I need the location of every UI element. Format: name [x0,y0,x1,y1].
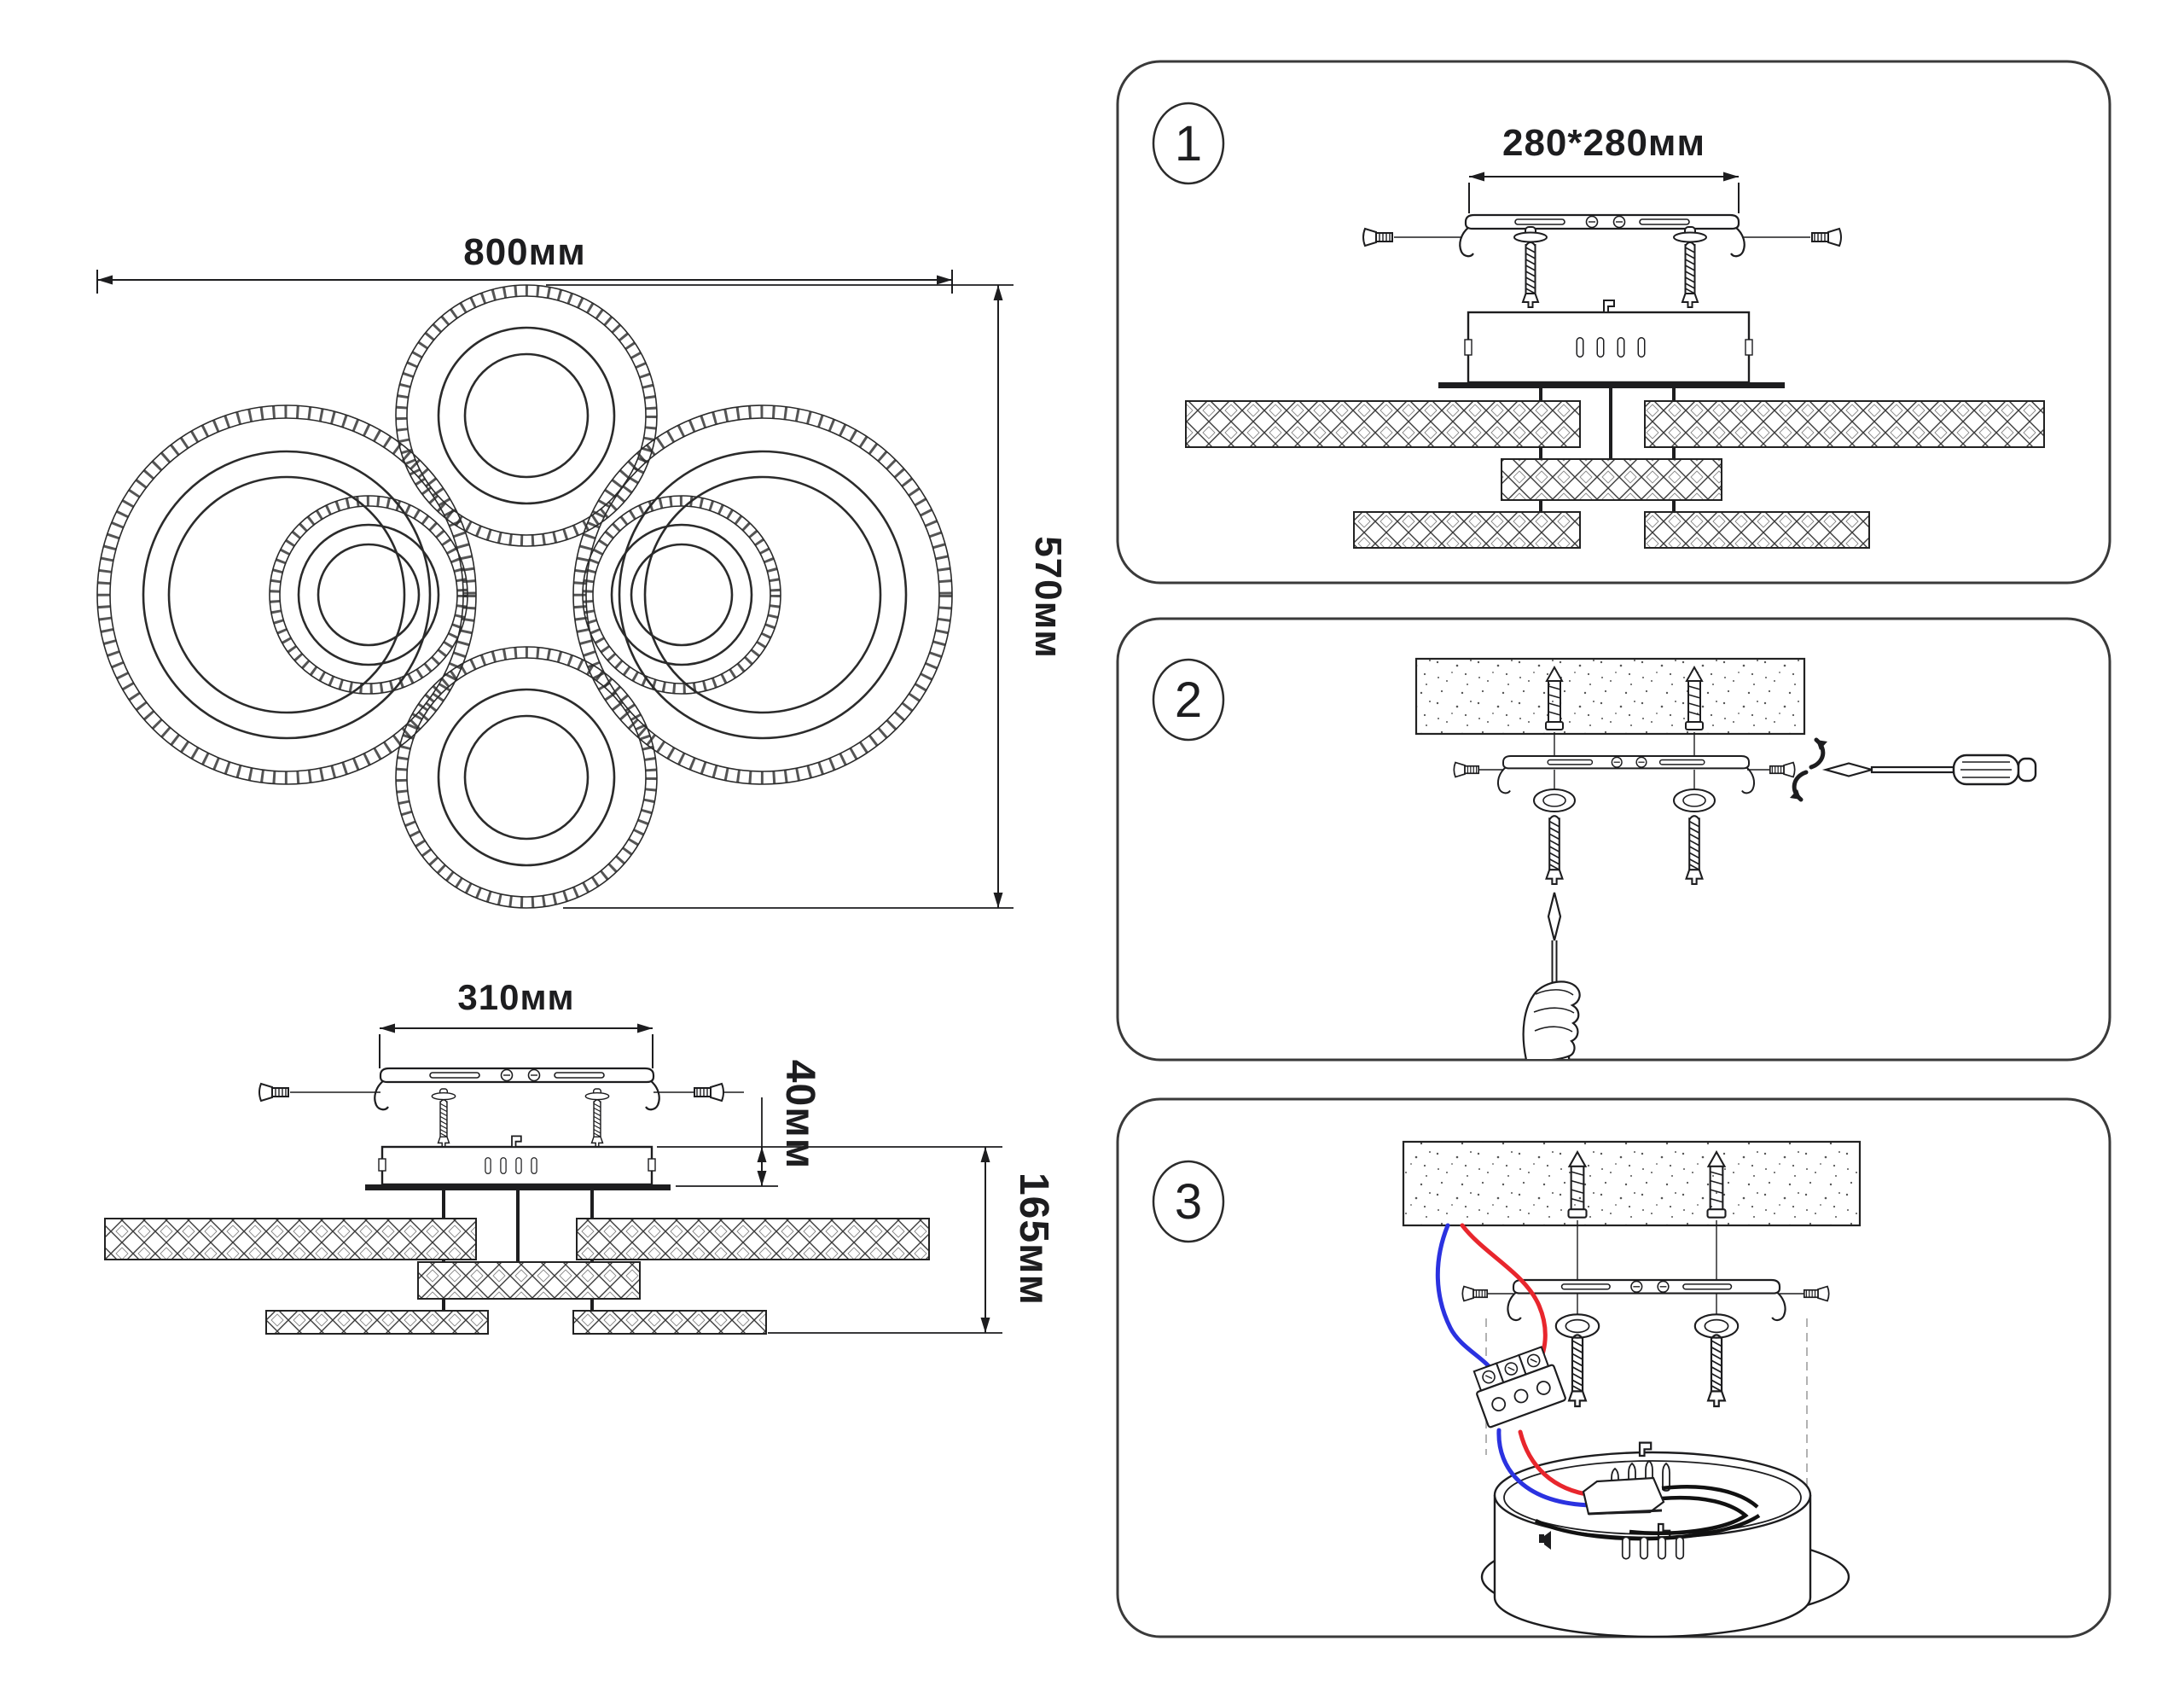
dimension-width-310 [380,1028,653,1068]
top-view-width-label: 800мм [463,231,586,273]
light-ring-right [573,405,952,784]
canopy-box [1465,300,1752,382]
canopy-height-label: 40мм [777,1059,822,1170]
base-plate [1438,382,1785,388]
step-number: 3 [1174,1174,1203,1230]
side-view-drawing [105,977,1056,1334]
ceiling-slab [1403,1142,1860,1225]
mounting-bracket [375,1068,659,1109]
dimension-width-800 [97,270,952,294]
step-number: 1 [1174,116,1203,172]
step-number: 2 [1174,672,1203,728]
dimension-canopy-40 [657,1097,1002,1186]
light-ring-bottom [396,647,657,908]
panel-step-2 [1118,619,2110,1094]
base-plate [365,1184,671,1190]
side-view-width-label: 310мм [457,977,575,1017]
bolt-icon-left [259,1084,380,1101]
fixture-height-label: 165мм [1011,1172,1056,1306]
top-view-height-label: 570мм [1027,536,1069,659]
panel-step-3 [1118,1099,2110,1637]
top-view-drawing [97,231,1069,908]
light-ring-top [396,285,657,546]
canopy-box [379,1136,655,1184]
plate-dimension-label: 280*280мм [1502,122,1706,164]
clip-icon [512,1136,521,1147]
ceiling-slab [1416,659,1804,734]
light-ring-small-right [583,496,781,694]
connector-block [1583,1478,1664,1514]
bolt-icon-right [653,1084,744,1101]
panel-step-1 [1118,61,2110,583]
light-ring-small-left [270,496,468,694]
